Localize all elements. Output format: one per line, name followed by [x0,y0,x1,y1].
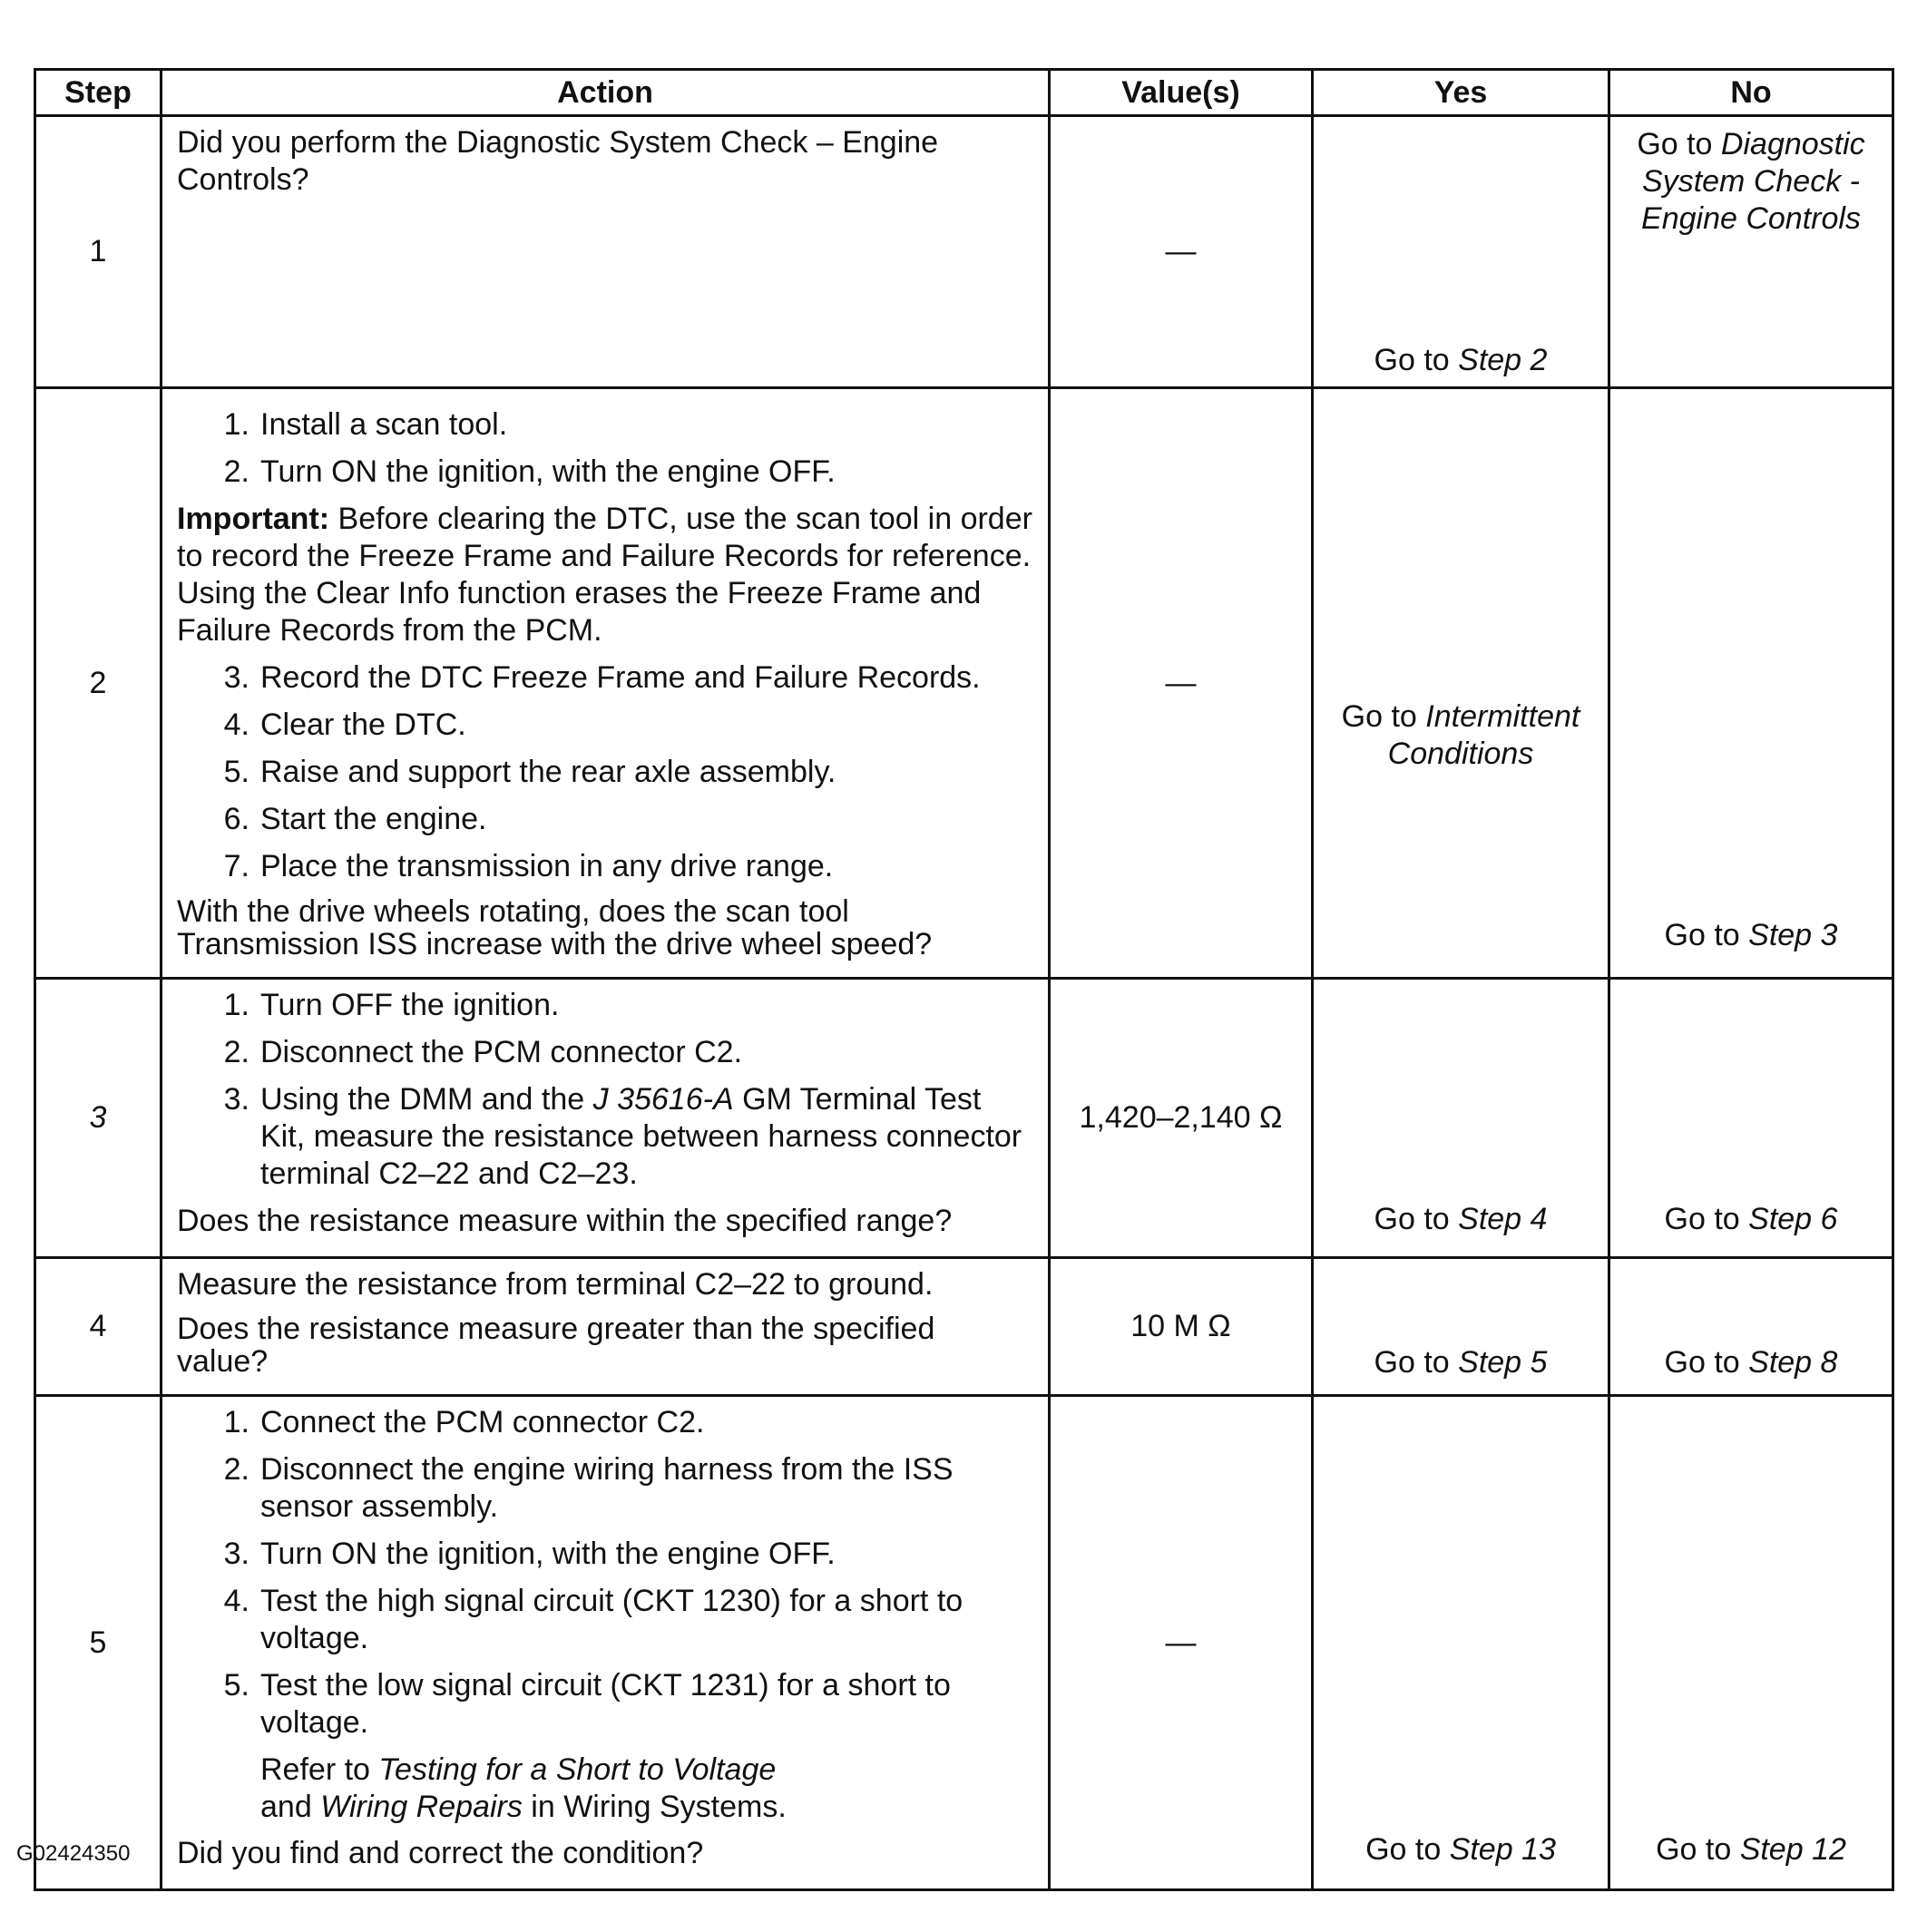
no-cell [1609,1396,1893,1890]
yes-cell [1313,116,1609,388]
step-number: 2 [35,388,161,979]
action-question: Did you perform the Diagnostic System Check – Engine Controls? [177,125,939,197]
action-cell [161,1258,1050,1396]
action-step: 5. Raise and support the rear axle assembly. [223,755,836,789]
header-action: Action [161,70,1050,116]
value-cell: — [1050,388,1313,979]
action-step: 4. Test the high signal circuit (CKT 1230) for a short to voltage. [223,1584,964,1655]
action-step: 3. Using the DMM and the J 35616-A GM Terminal Test Kit, measure the resistance between harness connector terminal C2–22 and C2–23. [223,1082,1022,1191]
step-number: 3 [35,979,161,1258]
action-step: 1. Turn OFF the ignition. [223,988,560,1022]
action-steps [177,406,1033,491]
reference-link[interactable]: Testing for a Short to Voltage [378,1752,777,1787]
yes-go-to[interactable]: Go to Step 13 [1365,1832,1556,1867]
action-step: 6. Start the engine. [223,802,487,836]
no-cell [1609,979,1893,1258]
action-step: 2. Turn ON the ignition, with the engine OFF. [223,454,836,489]
no-go-to[interactable]: Go to Step 8 [1664,1345,1838,1380]
figure-id: G02424350 [16,1841,131,1866]
action-cell [161,388,1050,979]
action-steps [177,987,1033,1193]
action-cell [161,1396,1050,1890]
reference-link[interactable]: Wiring Repairs [320,1790,523,1824]
header-yes: Yes [1313,70,1609,116]
action-steps [177,1404,1033,1742]
value-cell: — [1050,1396,1313,1890]
no-go-to[interactable]: Go to Step 6 [1664,1202,1838,1236]
value-cell: — [1050,116,1313,388]
action-step: 7. Place the transmission in any drive range. [223,849,834,883]
yes-go-to[interactable]: Go to Step 5 [1374,1345,1548,1380]
header-step: Step [35,70,161,116]
table-row-step-1 [35,116,1893,388]
table-row-step-2 [35,388,1893,979]
action-question: With the drive wheels rotating, does the scan tool Transmission ISS increase with the drive wheel speed? [177,894,933,961]
step-number: 4 [35,1258,161,1396]
table-row-step-4 [35,1258,1893,1396]
yes-cell [1313,388,1609,979]
no-go-to[interactable]: Go to Step 12 [1656,1832,1846,1867]
yes-cell [1313,1396,1609,1890]
action-text: Measure the resistance from terminal C2–22 to ground. [177,1267,934,1302]
no-cell [1609,116,1893,388]
action-step: 1. Connect the PCM connector C2. [223,1405,705,1439]
header-no: No [1609,70,1893,116]
reference-note: Refer to Testing for a Short to Voltage and Wiring Repairs in Wiring Systems. [260,1752,787,1824]
header-values: Value(s) [1050,70,1313,116]
yes-cell [1313,979,1609,1258]
yes-cell [1313,1258,1609,1396]
table-row-step-5 [35,1396,1893,1890]
diagnostic-table [34,68,1894,1891]
action-step: 1. Install a scan tool. [223,407,508,442]
yes-go-to[interactable]: Go to Step 4 [1374,1202,1548,1236]
action-step: 5. Test the low signal circuit (CKT 1231) for a short to voltage. [223,1668,951,1740]
no-go-to[interactable]: Go to Diagnostic System Check - Engine Controls [1637,127,1865,236]
action-question: Does the resistance measure greater than the specified value? [177,1312,935,1379]
no-cell [1609,388,1893,979]
no-go-to[interactable]: Go to Step 3 [1664,918,1838,952]
table-row-step-3 [35,979,1893,1258]
action-steps [177,659,1033,885]
table-header-row [35,70,1893,116]
yes-go-to[interactable]: Go to Intermittent Conditions [1341,699,1580,771]
action-step: 4. Clear the DTC. [223,707,466,742]
action-step: 2. Disconnect the engine wiring harness from the ISS sensor assembly. [223,1452,954,1524]
step-number: 5 [35,1396,161,1890]
action-cell [161,979,1050,1258]
important-note: Important: Before clearing the DTC, use the scan tool in order to record the Freeze Frame and Failure Records for reference. Using the Clear Info function erases the Freeze Frame and Failure Records from the PCM. [177,502,1032,648]
step-number: 1 [35,116,161,388]
action-cell [161,116,1050,388]
action-step: 3. Turn ON the ignition, with the engine OFF. [223,1537,836,1571]
action-step: 3. Record the DTC Freeze Frame and Failure Records. [223,660,981,695]
action-step: 2. Disconnect the PCM connector C2. [223,1035,743,1069]
yes-go-to[interactable]: Go to Step 2 [1374,343,1548,377]
no-cell [1609,1258,1893,1396]
value-cell: 10 M Ω [1050,1258,1313,1396]
action-question: Does the resistance measure within the specified range? [177,1204,953,1238]
action-question: Did you find and correct the condition? [177,1836,704,1870]
value-cell: 1,420–2,140 Ω [1050,979,1313,1258]
